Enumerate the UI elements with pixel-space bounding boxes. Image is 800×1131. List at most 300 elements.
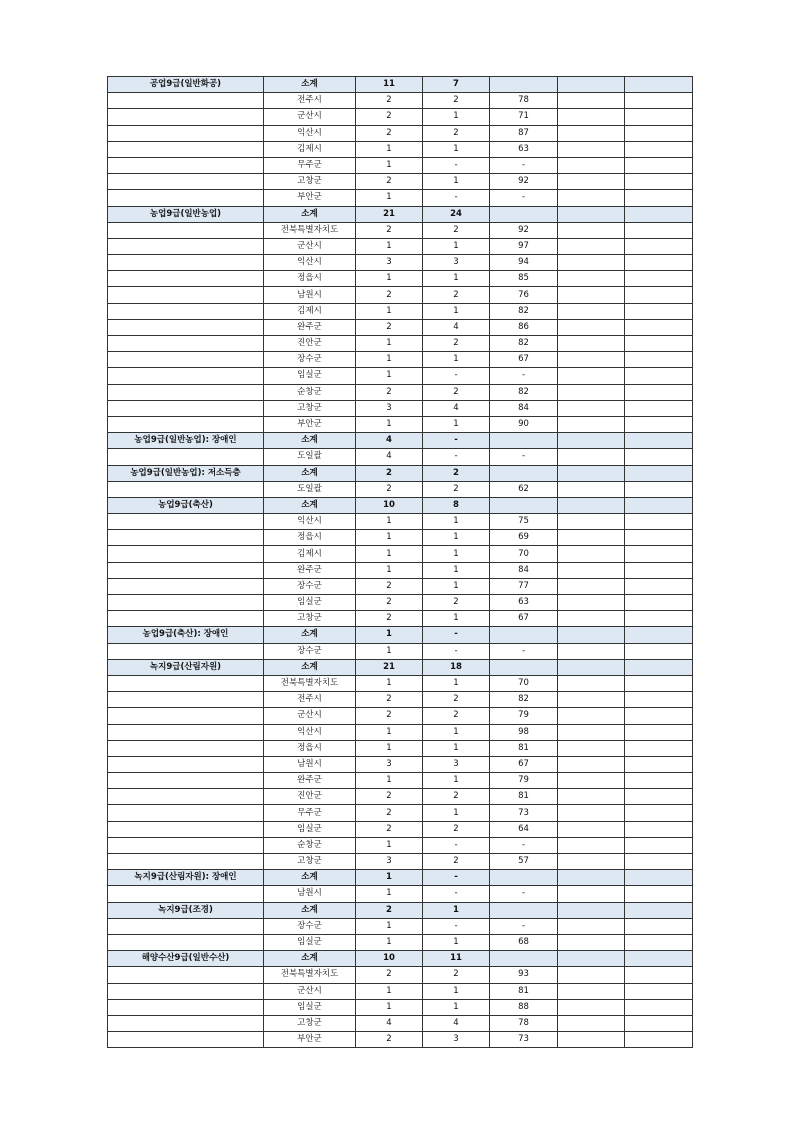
category-cell: 농업9급(축산) <box>108 497 264 513</box>
count-a-cell: 2 <box>356 481 423 497</box>
count-b-cell: - <box>423 643 490 659</box>
region-cell: 김제시 <box>264 546 356 562</box>
region-cell: 무주군 <box>264 157 356 173</box>
score-cell: 85 <box>490 271 558 287</box>
score-cell: 78 <box>490 1015 558 1031</box>
empty-cell <box>625 109 693 125</box>
count-b-cell: - <box>423 870 490 886</box>
region-cell: 도일괄 <box>264 481 356 497</box>
table-row <box>108 416 693 432</box>
empty-cell <box>558 93 625 109</box>
count-b-cell: - <box>423 918 490 934</box>
count-b-cell: 1 <box>423 109 490 125</box>
count-b-cell: 2 <box>423 821 490 837</box>
count-a-cell: 1 <box>356 983 423 999</box>
count-b-cell: - <box>423 449 490 465</box>
count-a-cell: 2 <box>356 319 423 335</box>
category-cell: 농업9급(일반농업): 저소득층 <box>108 465 264 481</box>
score-cell: 73 <box>490 1032 558 1048</box>
region-cell: 고창군 <box>264 174 356 190</box>
region-cell: 장수군 <box>264 352 356 368</box>
score-cell <box>490 902 558 918</box>
score-cell <box>490 659 558 675</box>
empty-cell <box>625 449 693 465</box>
section-row <box>108 206 693 222</box>
score-cell <box>490 206 558 222</box>
category-cell <box>108 756 264 772</box>
table-row <box>108 773 693 789</box>
empty-cell <box>625 530 693 546</box>
empty-cell <box>625 174 693 190</box>
region-cell: 전북특별자치도 <box>264 967 356 983</box>
empty-cell <box>625 303 693 319</box>
category-cell <box>108 643 264 659</box>
category-cell: 녹지9급(조경) <box>108 902 264 918</box>
empty-cell <box>625 805 693 821</box>
region-cell: 군산시 <box>264 708 356 724</box>
table-row <box>108 578 693 594</box>
count-a-cell: 1 <box>356 870 423 886</box>
category-cell <box>108 918 264 934</box>
empty-cell <box>558 902 625 918</box>
count-a-cell: 1 <box>356 740 423 756</box>
score-cell: 67 <box>490 611 558 627</box>
count-b-cell: 1 <box>423 773 490 789</box>
score-cell: - <box>490 449 558 465</box>
empty-cell <box>625 999 693 1015</box>
count-b-cell: 1 <box>423 934 490 950</box>
table-row <box>108 854 693 870</box>
empty-cell <box>625 1015 693 1031</box>
count-b-cell: 11 <box>423 951 490 967</box>
count-a-cell: 1 <box>356 157 423 173</box>
section-row <box>108 433 693 449</box>
category-cell <box>108 934 264 950</box>
count-a-cell: 2 <box>356 611 423 627</box>
count-b-cell: 1 <box>423 303 490 319</box>
table-row <box>108 530 693 546</box>
score-cell: 81 <box>490 983 558 999</box>
table-row <box>108 368 693 384</box>
count-a-cell: 2 <box>356 967 423 983</box>
region-cell: 완주군 <box>264 562 356 578</box>
table-row <box>108 400 693 416</box>
count-a-cell: 1 <box>356 643 423 659</box>
section-row <box>108 465 693 481</box>
category-cell <box>108 384 264 400</box>
score-cell: 86 <box>490 319 558 335</box>
count-b-cell: 4 <box>423 400 490 416</box>
region-cell: 진안군 <box>264 336 356 352</box>
score-cell: 88 <box>490 999 558 1015</box>
empty-cell <box>558 870 625 886</box>
region-cell: 임실군 <box>264 595 356 611</box>
count-b-cell: 2 <box>423 465 490 481</box>
empty-cell <box>625 643 693 659</box>
count-a-cell: 1 <box>356 530 423 546</box>
empty-cell <box>558 384 625 400</box>
score-cell: 87 <box>490 125 558 141</box>
count-a-cell: 1 <box>356 352 423 368</box>
count-b-cell: 1 <box>423 271 490 287</box>
count-b-cell: 2 <box>423 595 490 611</box>
category-cell <box>108 238 264 254</box>
table-row <box>108 967 693 983</box>
region-cell: 전주시 <box>264 692 356 708</box>
empty-cell <box>558 449 625 465</box>
table-row <box>108 93 693 109</box>
category-cell <box>108 157 264 173</box>
table-row <box>108 595 693 611</box>
count-b-cell: - <box>423 627 490 643</box>
count-b-cell: 2 <box>423 222 490 238</box>
table-row <box>108 190 693 206</box>
section-row <box>108 627 693 643</box>
empty-cell <box>625 77 693 93</box>
empty-cell <box>625 724 693 740</box>
empty-cell <box>625 578 693 594</box>
table-row <box>108 983 693 999</box>
empty-cell <box>625 497 693 513</box>
count-a-cell: 4 <box>356 1015 423 1031</box>
score-cell: 71 <box>490 109 558 125</box>
section-row <box>108 902 693 918</box>
table-row <box>108 724 693 740</box>
category-cell <box>108 109 264 125</box>
count-b-cell: 2 <box>423 125 490 141</box>
empty-cell <box>558 1032 625 1048</box>
empty-cell <box>558 433 625 449</box>
region-cell: 부안군 <box>264 190 356 206</box>
count-a-cell: 2 <box>356 222 423 238</box>
count-a-cell: 1 <box>356 303 423 319</box>
empty-cell <box>625 692 693 708</box>
empty-cell <box>625 514 693 530</box>
count-b-cell: 1 <box>423 740 490 756</box>
region-cell: 군산시 <box>264 983 356 999</box>
region-cell: 무주군 <box>264 805 356 821</box>
count-b-cell: 1 <box>423 174 490 190</box>
region-cell: 남원시 <box>264 287 356 303</box>
table-row <box>108 918 693 934</box>
empty-cell <box>558 125 625 141</box>
region-cell: 장수군 <box>264 918 356 934</box>
region-cell: 김제시 <box>264 141 356 157</box>
category-cell <box>108 805 264 821</box>
empty-cell <box>558 773 625 789</box>
region-cell: 소계 <box>264 627 356 643</box>
empty-cell <box>558 190 625 206</box>
count-a-cell: 1 <box>356 627 423 643</box>
table-row <box>108 174 693 190</box>
empty-cell <box>558 400 625 416</box>
score-cell: 82 <box>490 692 558 708</box>
count-a-cell: 10 <box>356 951 423 967</box>
count-b-cell: 2 <box>423 287 490 303</box>
empty-cell <box>558 255 625 271</box>
count-b-cell: 1 <box>423 999 490 1015</box>
empty-cell <box>558 319 625 335</box>
count-b-cell: 1 <box>423 141 490 157</box>
count-b-cell: 1 <box>423 902 490 918</box>
count-b-cell: 8 <box>423 497 490 513</box>
empty-cell <box>558 238 625 254</box>
count-b-cell: 2 <box>423 854 490 870</box>
table-row <box>108 546 693 562</box>
table-row <box>108 837 693 853</box>
region-cell: 정읍시 <box>264 740 356 756</box>
count-a-cell: 2 <box>356 821 423 837</box>
region-cell: 고창군 <box>264 400 356 416</box>
score-cell <box>490 465 558 481</box>
category-cell <box>108 93 264 109</box>
empty-cell <box>625 983 693 999</box>
score-cell: - <box>490 157 558 173</box>
category-cell: 녹지9급(산림자원) <box>108 659 264 675</box>
empty-cell <box>625 967 693 983</box>
table-row <box>108 157 693 173</box>
score-cell: - <box>490 918 558 934</box>
category-cell <box>108 174 264 190</box>
table-row <box>108 319 693 335</box>
empty-cell <box>558 595 625 611</box>
count-a-cell: 1 <box>356 141 423 157</box>
table-row <box>108 562 693 578</box>
table-row <box>108 352 693 368</box>
table-row <box>108 384 693 400</box>
count-a-cell: 3 <box>356 756 423 772</box>
region-cell: 고창군 <box>264 1015 356 1031</box>
count-a-cell: 21 <box>356 206 423 222</box>
region-cell: 익산시 <box>264 255 356 271</box>
empty-cell <box>558 999 625 1015</box>
count-b-cell: 2 <box>423 336 490 352</box>
table-row <box>108 222 693 238</box>
score-cell: 69 <box>490 530 558 546</box>
count-b-cell: 3 <box>423 1032 490 1048</box>
count-a-cell: 4 <box>356 449 423 465</box>
region-cell: 임실군 <box>264 821 356 837</box>
empty-cell <box>625 595 693 611</box>
score-cell: 82 <box>490 384 558 400</box>
score-cell: 98 <box>490 724 558 740</box>
score-cell: 75 <box>490 514 558 530</box>
region-cell: 소계 <box>264 206 356 222</box>
empty-cell <box>558 951 625 967</box>
count-b-cell: 1 <box>423 562 490 578</box>
empty-cell <box>558 611 625 627</box>
region-cell: 소계 <box>264 870 356 886</box>
region-cell: 전북특별자치도 <box>264 675 356 691</box>
count-b-cell: 2 <box>423 93 490 109</box>
score-cell: - <box>490 190 558 206</box>
empty-cell <box>558 303 625 319</box>
empty-cell <box>558 77 625 93</box>
empty-cell <box>625 222 693 238</box>
category-cell <box>108 368 264 384</box>
region-cell: 익산시 <box>264 125 356 141</box>
empty-cell <box>558 497 625 513</box>
score-cell <box>490 77 558 93</box>
count-a-cell: 2 <box>356 174 423 190</box>
count-b-cell: - <box>423 433 490 449</box>
empty-cell <box>625 886 693 902</box>
region-cell: 정읍시 <box>264 271 356 287</box>
empty-cell <box>558 740 625 756</box>
score-cell: 76 <box>490 287 558 303</box>
count-a-cell: 10 <box>356 497 423 513</box>
count-b-cell: 2 <box>423 967 490 983</box>
score-cell <box>490 433 558 449</box>
score-cell: 73 <box>490 805 558 821</box>
category-cell <box>108 1032 264 1048</box>
table-row <box>108 141 693 157</box>
category-cell <box>108 999 264 1015</box>
score-cell: - <box>490 886 558 902</box>
region-cell: 임실군 <box>264 934 356 950</box>
category-cell: 공업9급(일반화공) <box>108 77 264 93</box>
empty-cell <box>558 659 625 675</box>
empty-cell <box>625 756 693 772</box>
region-cell: 군산시 <box>264 238 356 254</box>
table-row <box>108 514 693 530</box>
empty-cell <box>558 481 625 497</box>
table-row <box>108 255 693 271</box>
empty-cell <box>558 837 625 853</box>
table-row <box>108 886 693 902</box>
empty-cell <box>625 271 693 287</box>
empty-cell <box>558 352 625 368</box>
table-row <box>108 125 693 141</box>
table-row <box>108 999 693 1015</box>
table-body <box>108 77 693 1048</box>
count-a-cell: 1 <box>356 336 423 352</box>
score-cell: 84 <box>490 400 558 416</box>
empty-cell <box>625 465 693 481</box>
empty-cell <box>625 384 693 400</box>
category-cell <box>108 611 264 627</box>
category-cell <box>108 222 264 238</box>
category-cell <box>108 708 264 724</box>
count-b-cell: 2 <box>423 789 490 805</box>
count-a-cell: 2 <box>356 465 423 481</box>
empty-cell <box>558 789 625 805</box>
empty-cell <box>625 141 693 157</box>
region-cell: 소계 <box>264 659 356 675</box>
empty-cell <box>625 611 693 627</box>
table-row <box>108 481 693 497</box>
category-cell <box>108 416 264 432</box>
category-cell <box>108 303 264 319</box>
category-cell <box>108 336 264 352</box>
region-cell: 남원시 <box>264 886 356 902</box>
category-cell <box>108 530 264 546</box>
count-a-cell: 2 <box>356 109 423 125</box>
count-a-cell: 1 <box>356 837 423 853</box>
region-cell: 소계 <box>264 77 356 93</box>
category-cell <box>108 740 264 756</box>
count-b-cell: 3 <box>423 255 490 271</box>
table-row <box>108 271 693 287</box>
category-cell <box>108 255 264 271</box>
count-a-cell: 1 <box>356 773 423 789</box>
region-cell: 순창군 <box>264 837 356 853</box>
empty-cell <box>558 514 625 530</box>
score-cell: 57 <box>490 854 558 870</box>
empty-cell <box>625 157 693 173</box>
table-row <box>108 109 693 125</box>
count-a-cell: 2 <box>356 1032 423 1048</box>
category-cell <box>108 287 264 303</box>
empty-cell <box>558 1015 625 1031</box>
count-b-cell: 1 <box>423 578 490 594</box>
empty-cell <box>625 918 693 934</box>
table-row <box>108 934 693 950</box>
empty-cell <box>625 416 693 432</box>
empty-cell <box>625 206 693 222</box>
region-cell: 장수군 <box>264 643 356 659</box>
category-cell: 농업9급(일반농업) <box>108 206 264 222</box>
empty-cell <box>625 740 693 756</box>
count-b-cell: 1 <box>423 514 490 530</box>
count-b-cell: 1 <box>423 724 490 740</box>
score-cell: 78 <box>490 93 558 109</box>
score-cell <box>490 951 558 967</box>
score-cell: 82 <box>490 336 558 352</box>
count-a-cell: 1 <box>356 238 423 254</box>
count-b-cell: 2 <box>423 481 490 497</box>
empty-cell <box>558 627 625 643</box>
empty-cell <box>558 530 625 546</box>
empty-cell <box>625 708 693 724</box>
empty-cell <box>558 983 625 999</box>
empty-cell <box>625 627 693 643</box>
score-cell: 67 <box>490 756 558 772</box>
empty-cell <box>558 756 625 772</box>
region-cell: 전북특별자치도 <box>264 222 356 238</box>
empty-cell <box>558 562 625 578</box>
empty-cell <box>625 287 693 303</box>
section-row <box>108 951 693 967</box>
count-a-cell: 2 <box>356 287 423 303</box>
empty-cell <box>558 465 625 481</box>
recruitment-table <box>107 76 693 1048</box>
region-cell: 김제시 <box>264 303 356 319</box>
table-row <box>108 692 693 708</box>
score-cell: - <box>490 368 558 384</box>
count-a-cell: 3 <box>356 854 423 870</box>
category-cell <box>108 141 264 157</box>
region-cell: 남원시 <box>264 756 356 772</box>
empty-cell <box>625 255 693 271</box>
count-b-cell: - <box>423 837 490 853</box>
category-cell <box>108 983 264 999</box>
count-a-cell: 2 <box>356 789 423 805</box>
category-cell <box>108 837 264 853</box>
score-cell: 82 <box>490 303 558 319</box>
table-row <box>108 1032 693 1048</box>
count-b-cell: - <box>423 368 490 384</box>
table-row <box>108 805 693 821</box>
score-cell: 63 <box>490 595 558 611</box>
category-cell <box>108 271 264 287</box>
region-cell: 소계 <box>264 497 356 513</box>
empty-cell <box>625 837 693 853</box>
score-cell: 67 <box>490 352 558 368</box>
region-cell: 소계 <box>264 902 356 918</box>
empty-cell <box>625 238 693 254</box>
category-cell <box>108 724 264 740</box>
